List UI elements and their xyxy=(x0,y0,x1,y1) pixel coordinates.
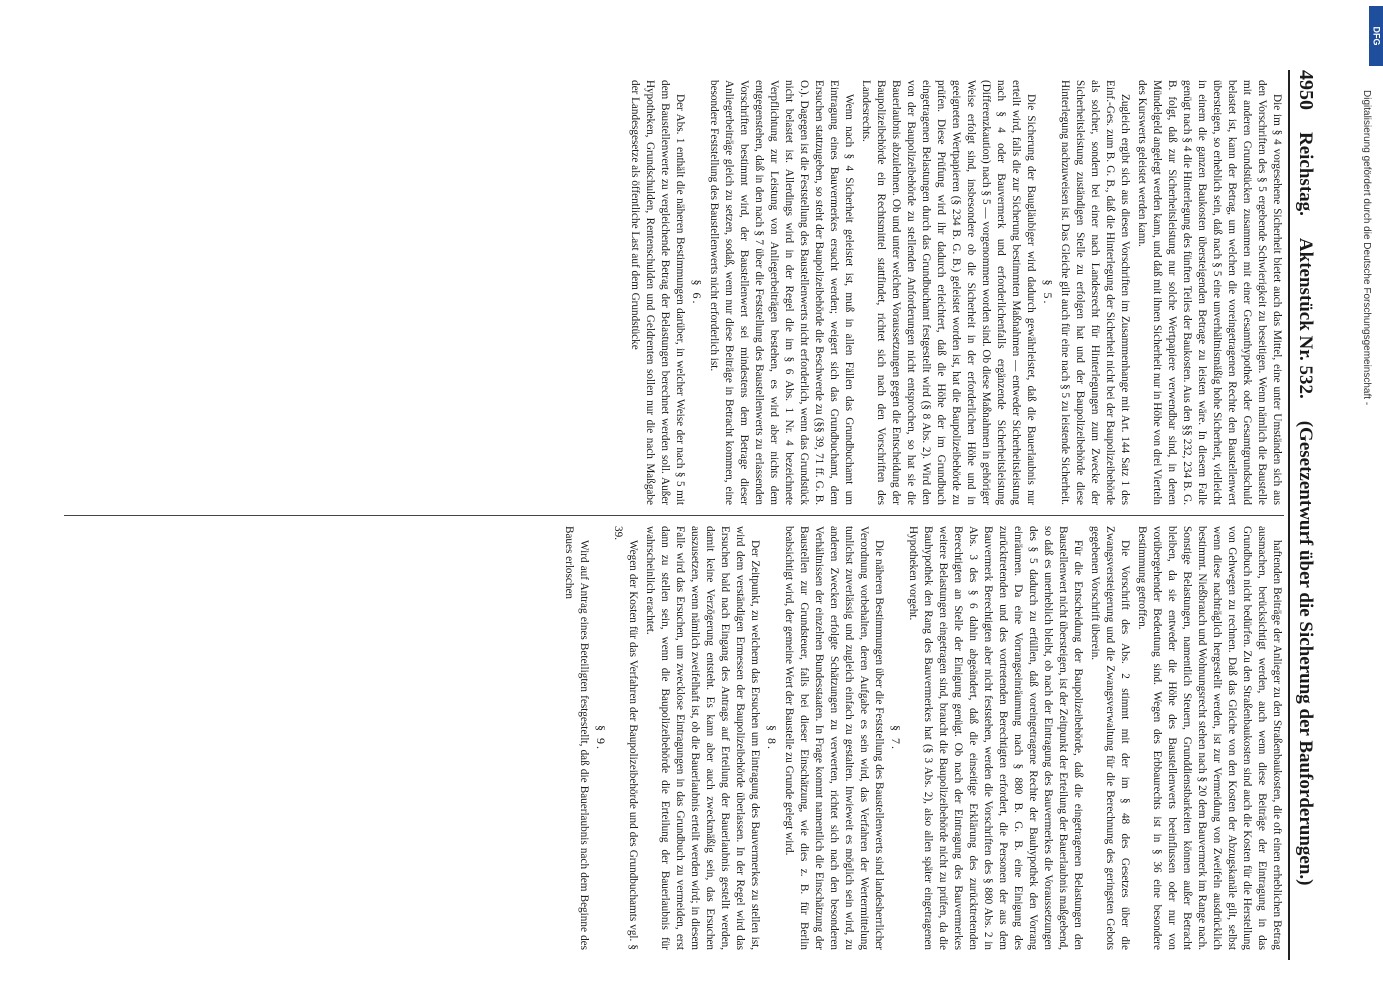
header-doc-number: Aktenstück Nr. 532. xyxy=(1295,237,1316,399)
text-columns xyxy=(64,70,1284,960)
paragraph: haftenden Beiträge der Anlieger zu den Straßenbaukosten, die oft einen erheblichen Betrag ausmachen, berücksichtigt werden, auch wenn diese Beiträge der Eintragung in das Grundbuch nicht bedürfen. Zu den Straßenbaukosten sind auch die Kosten für die Herstellung von Gehwegen zu rechnen. Daß das Gleiche von den Kosten der Abzugskanäle gilt, selbst wenn diese nachträglich hergestellt werden, ist zur Vermeidung von Zweifeln ausdrücklich bestimmt. Nießbrauch und Wohnungsrecht stehen nach § 20 dem Bauvermerk im Range nach. Sonstige Belastungen, namentlich Steuern, Grunddienstbarkeiten können außer Betracht bleiben, da sie entweder die Höhe des Baustellenwerts beeinflussen oder nur von vorübergehender Bedeutung sind. Wegen des Erbbaurechts ist in § 36 eine besondere Bestimmung getroffen. xyxy=(1136,526,1283,950)
section-heading: § 7. xyxy=(889,725,903,751)
paragraph: Der Zeitpunkt, zu welchem das Ersuchen um Eintragung des Bauvermerkes zu stellen ist, wird dem verständigen Ermessen der Baupolizeibehörde überlassen. In der Regel wird das Ersuchen bald nach Eingang des Antrags auf Erteilung der Bauerlaubnis gestellt werden, damit keine Verzögerung entsteht. Es kann aber auch zweckmäßig sein, das Ersuchen auszusetzen, wenn nämlich zweifelhaft ist, ob die Bauerlaubnis erteilt werden wird; in diesem Falle wird das Ersuchen, um zwecklose Eintragungen in das Grundbuch zu vermeiden, erst dann zu stellen sein, wenn die Baupolizeibehörde die Erteilung der Bauerlaubnis für wahrscheinlich erachtet. xyxy=(644,526,761,950)
page-header xyxy=(1288,70,1328,960)
section-heading: § 6. xyxy=(690,279,704,306)
paragraph: Die näheren Bestimmungen über die Feststellung des Baustellenwerts sind landesherrlicher Verordnung vorbehalten, deren Aufgabe es sein wird, das Verfahren der Wertermittelung tunlichst zuverlässig und zugleich einfach zu gestalten. Inwieweit es möglich sein wird, zu anderen Zwecken erfolgte Schätzungen zu verwerten, richtet sich nach den besonderen Verhältnissen der einzelnen Bundesstaaten. In Frage kommt namentlich die Einschätzung der Baustellen zur Grundsteuer, falls bei dieser Einschätzung, wie dies z. B. für Berlin beabsichtigt wird, der gemeine Wert der Baustelle zu Grunde gelegt wird. xyxy=(783,526,885,950)
paragraph: Wird auf Antrag eines Beteiligten festgestellt, daß die Bauerlaubnis nach dem Beginne des Baues erloschen xyxy=(563,526,590,950)
section-heading: § 8. xyxy=(765,725,779,751)
left-column xyxy=(64,70,1284,515)
header-subtitle: (Gesetzentwurf über die Sicherung der Bauforderungen.) xyxy=(1295,420,1316,886)
dfg-logo: DFG xyxy=(1369,6,1383,66)
paragraph: Zugleich ergibt sich aus diesen Vorschriften im Zusammenhange mit Art. 144 Satz 1 des Einf.-Ges. zum B. G. B., daß die Hinterlegung der Sicherheit nicht bei der Baupolizeibehörde als solcher, sondern bei einer nach Landesrecht für Hinterlegungen zum Zwecke der Sicherheitsleistung zuständigen Stelle zu erfolgen hat und der Baupolizeibehörde diese Hinterlegung nachzuweisen ist. Das Gleiche gilt auch für eine nach § 5 zu leistende Sicherheit. xyxy=(1059,80,1131,505)
paragraph: Die Vorschrift des Abs. 2 stimmt mit der im § 48 des Gesetzes über die Zwangsversteigerung und die Zwangsverwaltung für die Berechnung des geringsten Gebots gegebenen Vorschrift überein. xyxy=(1089,526,1131,950)
section-heading: § 5. xyxy=(1041,279,1055,306)
document-page xyxy=(56,70,1328,960)
page-number: 4950 xyxy=(1295,70,1317,110)
section-heading: § 9. xyxy=(594,725,608,751)
paragraph: Wegen der Kosten für das Verfahren der Baupolizeibehörde und des Grundbuchamts vgl. § 39. xyxy=(612,526,639,950)
paragraph: Für die Entscheidung der Baupolizeibehörde, daß die eingetragenen Belastungen den Baustellenwert nicht übersteigen, ist der Zeitpunkt der Erteilung der Bauerlaubnis maßgebend, so daß es unerheblich bleibt, ob nach der Eintragung des Bauvermerkes die Voraussetzungen des § 5 dadurch zu erfüllen, daß voreingetragene Rechte der Bauhypothek den Vorrang einräumen. Da eine Vorrangseinräumung nach § 880 B. G. B. eine Einigung des zurücktretenden und des vortretenden Berechtigten erfordert, die Personen der aus dem Bauvermerk Berechtigten aber nicht feststehen, werden die Vorschriften des § 880 Abs. 2 in Abs. 3 des § 6 dahin abgeändert, daß die einseitige Erklärung des zurücktretenden Berechtigten an Stelle der Einigung genügt. Ob nach der Eintragung des Bauvermerkes weitere Belastungen eingetragen sind, braucht die Baupolizeibehörde nicht zu prüfen, da die Bauhypothek den Rang des Bauvermerkes hat (§ 3 Abs. 2), also allen später eingetragenen Hypotheken vorgeht. xyxy=(907,526,1084,950)
paragraph: Die im § 4 vorgesehene Sicherheit bietet auch das Mittel, eine unter Umständen sich aus den Vorschriften des § 5 ergebende Schwierigkeit zu beseitigen. Wenn nämlich die Baustelle mit anderen Grundstücken zusammen mit einer Gesamthypothek oder Gesamtgrundschuld belastet ist, kann der Betrag, um welchen die voreingetragenen Rechte den Baustellenwert übersteigen, so erheblich sein, daß nach § 5 eine unverhältnismäßig hohe Sicherheit, vielleicht in einem die ganzen Baukosten übersteigenden Betrage zu leisten wäre. In diesem Falle genügt nach § 4 die Hinterlegung des fünften Teiles der Baukosten. Aus den §§ 232, 234 B. G. B. folgt, daß zur Sicherheitsleistung nur solche Wertpapiere verwendbar sind, in denen Mündelgeld angelegt werden kann, und daß mit ihnen Sicherheit nur in Höhe von drei Vierteln des Kurswerts geleistet werden kann. xyxy=(1136,80,1283,505)
digitization-credit: Digitalisierung gefördert durch die Deutsche Forschungsgemeinschaft - xyxy=(1361,90,1372,406)
paragraph: Wenn nach § 4 Sicherheit geleistet ist, muß in allen Fällen das Grundbuchamt um Eintragung eines Bauvermerkes ersucht werden; weigert sich das Grundbuchamt, dem Ersuchen stattzugeben, so steht der Baupolizeibehörde die Beschwerde zu (§§ 39, 71 ff. G. B. O.). Dagegen ist die Feststellung des Baustellenwerts nicht erforderlich, wenn das Grundstück nicht belastet ist. Allerdings wird in der Regel die im § 6 Abs. 1 Nr. 4 bezeichnete Verpflichtung zur Leistung von Anliegerbeiträgen bestehen, es wird aber nichts dem entgegenstehen, daß in den nach § 7 über die Feststellung des Baustellenwerts zu erlassenden Vorschriften bestimmt wird, der Baustellenwert sei mindestens dem Betrage dieser Anliegerbeiträge gleich zu setzen, sodaß, wenn nur diese Beiträge in Betracht kommen, eine besondere Feststellung des Baustellenwerts nicht erforderlich ist. xyxy=(708,80,855,505)
paragraph: Der Abs. 1 enthält die näheren Bestimmungen darüber, in welcher Weise der nach § 5 mit dem Baustellenwerte zu vergleichende Betrag der Belastungen berechnet werden soll. Außer Hypotheken, Grundschulden, Rentenschulden und Geldrenten sollen nur die nach Maßgabe der Landesgesetze als öffentliche Last auf dem Grundstücke xyxy=(629,80,686,505)
right-column xyxy=(64,515,1284,960)
paragraph: Die Sicherung der Baugläubiger wird dadurch gewährleistet, daß die Bauerlaubnis nur erteilt wird, falls die zur Sicherung bestimmten Maßnahmen — entweder Sicherheitsleistung nach § 4 oder Bauvermerk und erforderlichenfalls ergänzende Sicherheitsleistung (Differenzkaution) nach § 5 — vorgenommen worden sind. Ob diese Maßnahmen in gehöriger Weise erfolgt sind, insbesondere ob die Sicherheit in der erforderlichen Höhe und in geeigneten Wertpapieren (§ 234 B. G. B.) geleistet worden ist, hat die Baupolizeibehörde zu prüfen. Diese Prüfung wird ihr dadurch erleichtert, daß die Höhe der im Grundbuch eingetragenen Belastungen durch das Grundbuchamt festgestellt wird (§ 8 Abs. 2). Wird den von der Baupolizeibehörde zu stellenden Anforderungen nicht entsprochen, so hat sie die Bauerlaubnis abzulehnen. Ob und unter welchen Voraussetzungen gegen die Entscheidung der Baupolizeibehörde ein Rechtsmittel stattfindet, richtet sich nach den Vorschriften des Landesrechts. xyxy=(860,80,1037,505)
header-source: Reichstag. xyxy=(1295,132,1316,216)
